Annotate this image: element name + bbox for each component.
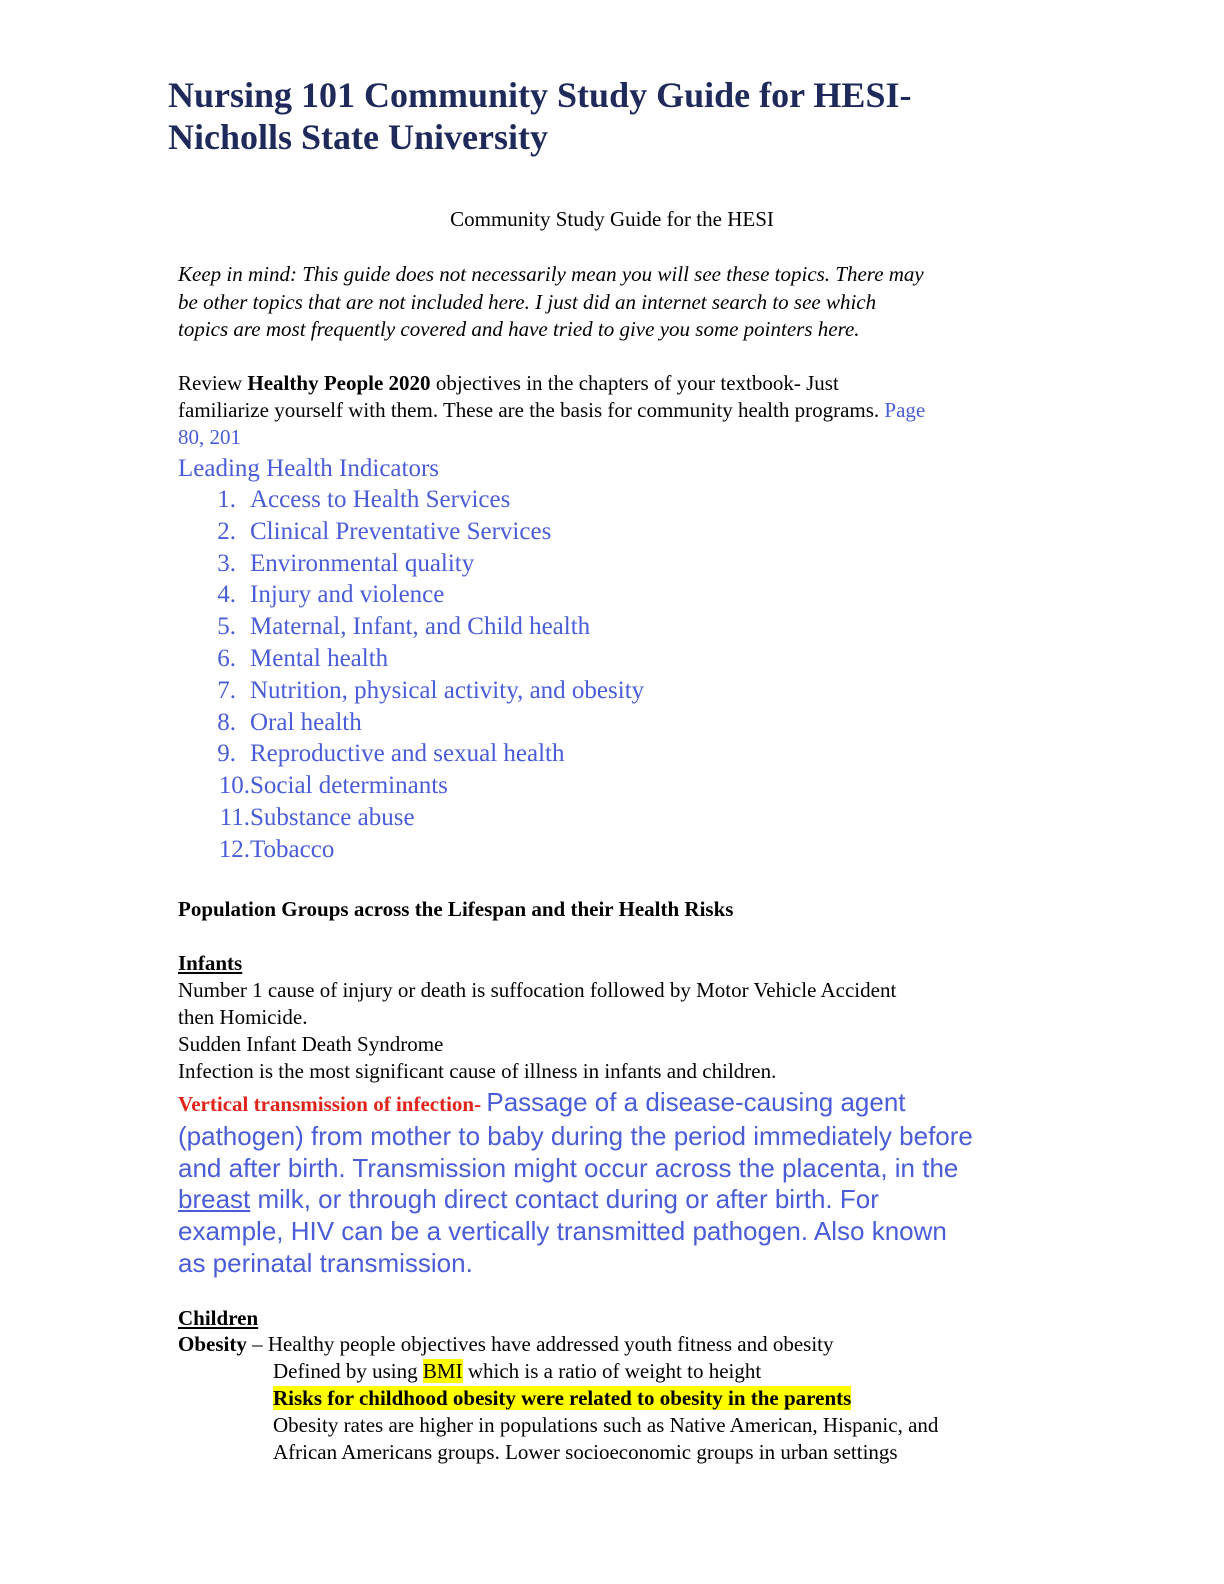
vt-line-3: and after birth. Transmission might occur across the placenta, in the [178,1152,959,1183]
indicator-item [178,770,878,802]
page-reference-numbers: 80, 201 [178,425,241,449]
leading-health-indicators-list [178,484,878,866]
indicator-number: 6. [217,644,236,672]
indicator-item [178,834,878,866]
indicator-text: Clinical Preventative Services [250,517,552,545]
indicator-number: 7. [217,676,236,704]
vt-line-1 [178,1087,1058,1121]
vt-line-5: example, HIV can be a vertically transmitted pathogen. Also known [178,1216,947,1247]
indicator-text: Reproductive and sexual health [250,740,565,768]
vertical-transmission-section [178,1087,1058,1280]
indicator-number: 1. [217,486,236,513]
bmi-highlight: BMI [422,1359,463,1383]
vt-label: Vertical transmission of infection- [178,1092,487,1116]
indicator-text: Substance abuse [250,803,415,831]
disclaimer-note [178,261,1048,344]
review-paragraph [178,370,1048,451]
leading-health-indicators-heading: Leading Health Indicators [178,455,440,482]
indicator-text: Access to Health Services [250,486,511,513]
vt-line-2: (pathogen) from mother to baby during the period immediately before [178,1120,973,1151]
indicator-number: 4. [217,581,236,609]
indicator-number: 11. [219,803,250,831]
indicator-text: Environmental quality [250,549,475,577]
indicator-item [178,516,878,548]
indicator-number: 5. [217,613,236,641]
review-prefix: Review [178,371,248,395]
obesity-label: Obesity [178,1332,247,1356]
obesity-text: – Healthy people objectives have addressed youth fitness and obesity [246,1332,834,1356]
indicator-item [178,548,878,580]
children-section [178,1331,1058,1466]
obesity-line [178,1331,1058,1358]
indicator-item [178,738,878,770]
indicator-item [178,579,878,611]
indicator-text: Nutrition, physical activity, and obesity [250,676,645,704]
indicator-text: Tobacco [250,835,335,863]
review-line-1 [178,370,1048,397]
infants-line-1: Number 1 cause of injury or death is suffocation followed by Motor Vehicle Accident [178,978,897,1002]
indicator-text: Injury and violence [250,581,445,609]
infants-line-4: Infection is the most significant cause of illness in infants and children. [178,1059,777,1083]
indicator-item [178,484,878,516]
bmi-prefix: Defined by using [273,1359,423,1383]
page-reference: Page [884,398,926,422]
vt-line-4 [178,1184,1058,1216]
vt-line-6: as perinatal transmission. [178,1247,473,1278]
indicator-text: Maternal, Infant, and Child health [250,613,591,641]
indicator-number: 9. [217,740,236,768]
indicator-text: Mental health [250,644,389,672]
children-heading: Children [178,1306,259,1330]
review-line-2-text: familiarize yourself with them. These are the basis for community health programs. [178,398,885,422]
risk-line [178,1385,1058,1412]
indicator-item [178,675,878,707]
bmi-line [178,1358,1058,1385]
indicator-text: Oral health [250,708,362,736]
infants-section [178,977,1058,1085]
rates-line-2: African Americans groups. Lower socioeconomic groups in urban settings [273,1440,898,1464]
infants-heading: Infants [178,951,243,975]
bmi-rest: which is a ratio of weight to height [462,1359,762,1383]
note-line-3: topics are most frequently covered and have tried to give you some pointers here. [178,317,860,341]
healthy-people-2020: Healthy People 2020 [247,371,431,395]
vt-text-1: Passage of a disease-causing agent [486,1087,906,1117]
title-line-1: Nursing 101 Community Study Guide for HESI- [168,75,912,115]
subtitle: Community Study Guide for the HESI [450,207,774,231]
indicator-number: 3. [217,549,236,577]
page-title [168,74,1068,158]
indicator-number: 8. [217,708,236,736]
indicator-text: Social determinants [250,772,448,800]
review-line-2 [178,397,1048,424]
population-groups-heading: Population Groups across the Lifespan and their Health Risks [178,897,734,921]
indicator-number: 12. [218,835,250,863]
indicator-number: 10. [218,772,250,800]
indicator-item [178,643,878,675]
note-line-2: be other topics that are not included here. I just did an internet search to see which [178,289,877,314]
indicator-item [178,802,878,834]
rates-line-1: Obesity rates are higher in populations such as Native American, Hispanic, and [273,1413,939,1437]
infants-line-3: Sudden Infant Death Syndrome [178,1032,444,1056]
infants-line-2: then Homicide. [178,1005,308,1029]
title-line-2: Nicholls State University [168,117,548,157]
indicator-number: 2. [217,517,236,545]
breast-link[interactable]: breast [178,1184,251,1215]
risk-highlight: Risks for childhood obesity were related to obesity in the parents [273,1386,852,1410]
review-line-1-rest: objectives in the chapters of your textbook- Just [430,371,839,395]
indicator-item [178,707,878,739]
note-line-1: Keep in mind: This guide does not necessarily mean you will see these topics. There may [178,262,924,286]
vt-line-4-rest: milk, or through direct contact during or after birth. For [250,1184,879,1215]
indicator-item [178,611,878,643]
